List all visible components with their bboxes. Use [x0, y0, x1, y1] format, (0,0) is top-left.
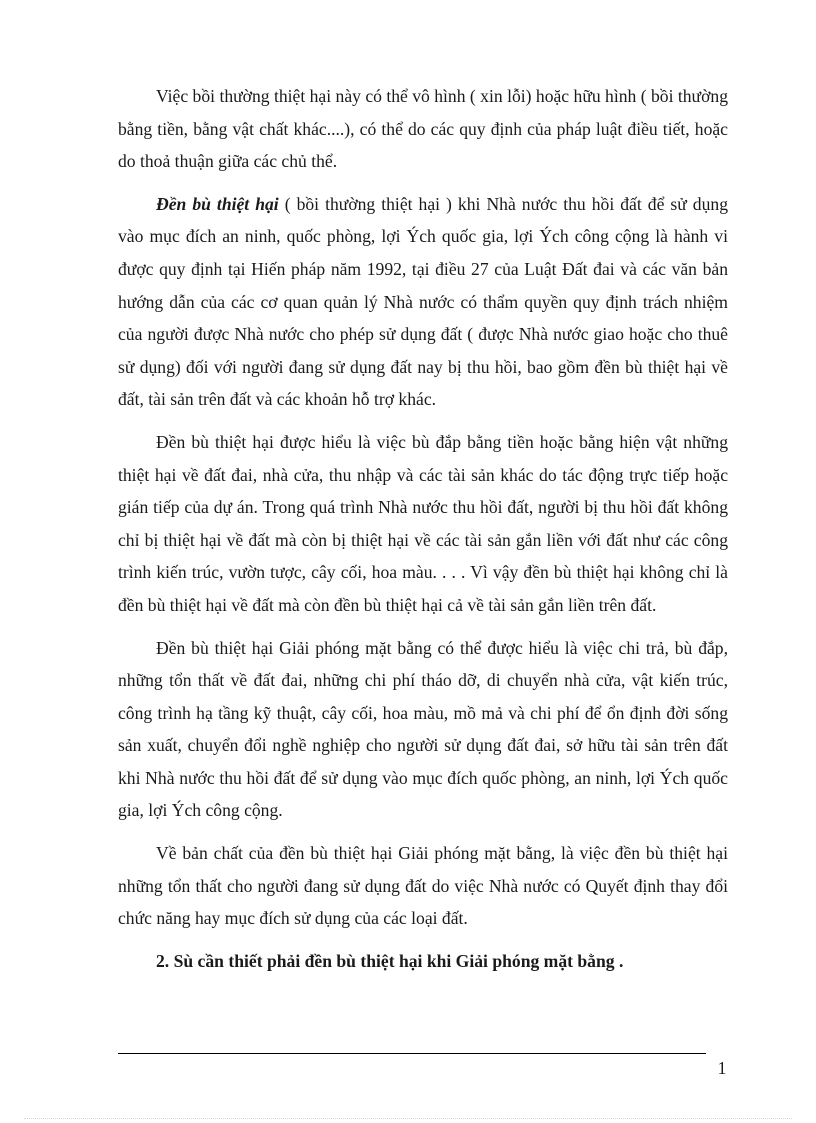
paragraph-compensation-forms [118, 80, 728, 178]
paragraph-text: Đền bù thiệt hại được hiểu là việc bù đắp bằng tiền hoặc bằng hiện vật những thiệt hại về đất đai, nhà cửa, thu nhập và các tài sản khác do tác động trực tiếp hoặc gián tiếp của dự án. Trong quá trình Nhà nước thu hồi đất, người bị thu hồi đất không chỉ bị thiệt hại về đất mà còn bị thiệt hại về các tài sản gắn liền với đất như các công trình kiến trúc, vườn tược, cây cối, hoa màu. . . . Vì vậy đền bù thiệt hại không chỉ là đền bù thiệt hại về đất mà còn đền bù thiệt hại cả về tài sản gắn liền trên đất. [118, 431, 728, 615]
paragraph-compensation-definition [118, 188, 728, 416]
paragraph-site-clearance [118, 632, 728, 828]
document-body [118, 80, 728, 977]
paragraph-text: ( bồi thường thiệt hại ) khi Nhà nước thu hồi đất để sử dụng vào mục đích an ninh, quốc phòng, lợi Ých quốc gia, lợi Ých công cộng là hành vi được quy định tại Hiến pháp năm 1992, tại điều 27 của Luật Đất đai và các văn bản hướng dẫn của các cơ quan quản lý Nhà nước có thẩm quyền quy định trách nhiệm của người được Nhà nước cho phép sử dụng đất ( được Nhà nước giao hoặc cho thuê sử dụng) đối với người đang sử dụng đất nay bị thu hồi, bao gồm đền bù thiệt hại về đất, tài sản trên đất và các khoản hỗ trợ khác. [118, 193, 728, 410]
paragraph-nature [118, 837, 728, 935]
page-edge-divider [24, 1118, 792, 1119]
paragraph-text: Việc bồi thường thiệt hại này có thể vô hình ( xin lỗi) hoặc hữu hình ( bồi thường bằng tiền, bằng vật chất khác....), có thể do các quy định của pháp luật điều tiết, hoặc do thoả thuận giữa các chủ thể. [118, 86, 728, 172]
paragraph-compensation-scope [118, 426, 728, 622]
page-number: 1 [717, 1058, 727, 1078]
paragraph-text: Về bản chất của đền bù thiệt hại Giải phóng mặt bằng, là việc đền bù thiệt hại những tổn thất cho người đang sử dụng đất do việc Nhà nước có Quyết định thay đổi chức năng hay mục đích sử dụng của các loại đất. [118, 843, 728, 929]
defined-term: Đền bù thiệt hại [156, 193, 279, 214]
paragraph-text: Đền bù thiệt hại Giải phóng mặt bằng có thể được hiểu là việc chi trả, bù đắp, những tổn thất về đất đai, những chi phí tháo dỡ, di chuyển nhà cửa, vật kiến trúc, công trình hạ tầng kỹ thuật, cây cối, hoa màu, mồ mả và chi phí để ổn định đời sống sản xuất, chuyển đổi nghề nghiệp cho người sử dụng đất đai, sở hữu tài sản trên đất khi Nhà nước thu hồi đất để sử dụng vào mục đích quốc phòng, an ninh, lợi Ých quốc gia, lợi Ých công cộng. [118, 637, 728, 821]
footer-divider [118, 1053, 706, 1054]
section-heading: 2. Sù cần thiết phải đền bù thiệt hại khi Giải phóng mặt bằng . [156, 950, 624, 971]
